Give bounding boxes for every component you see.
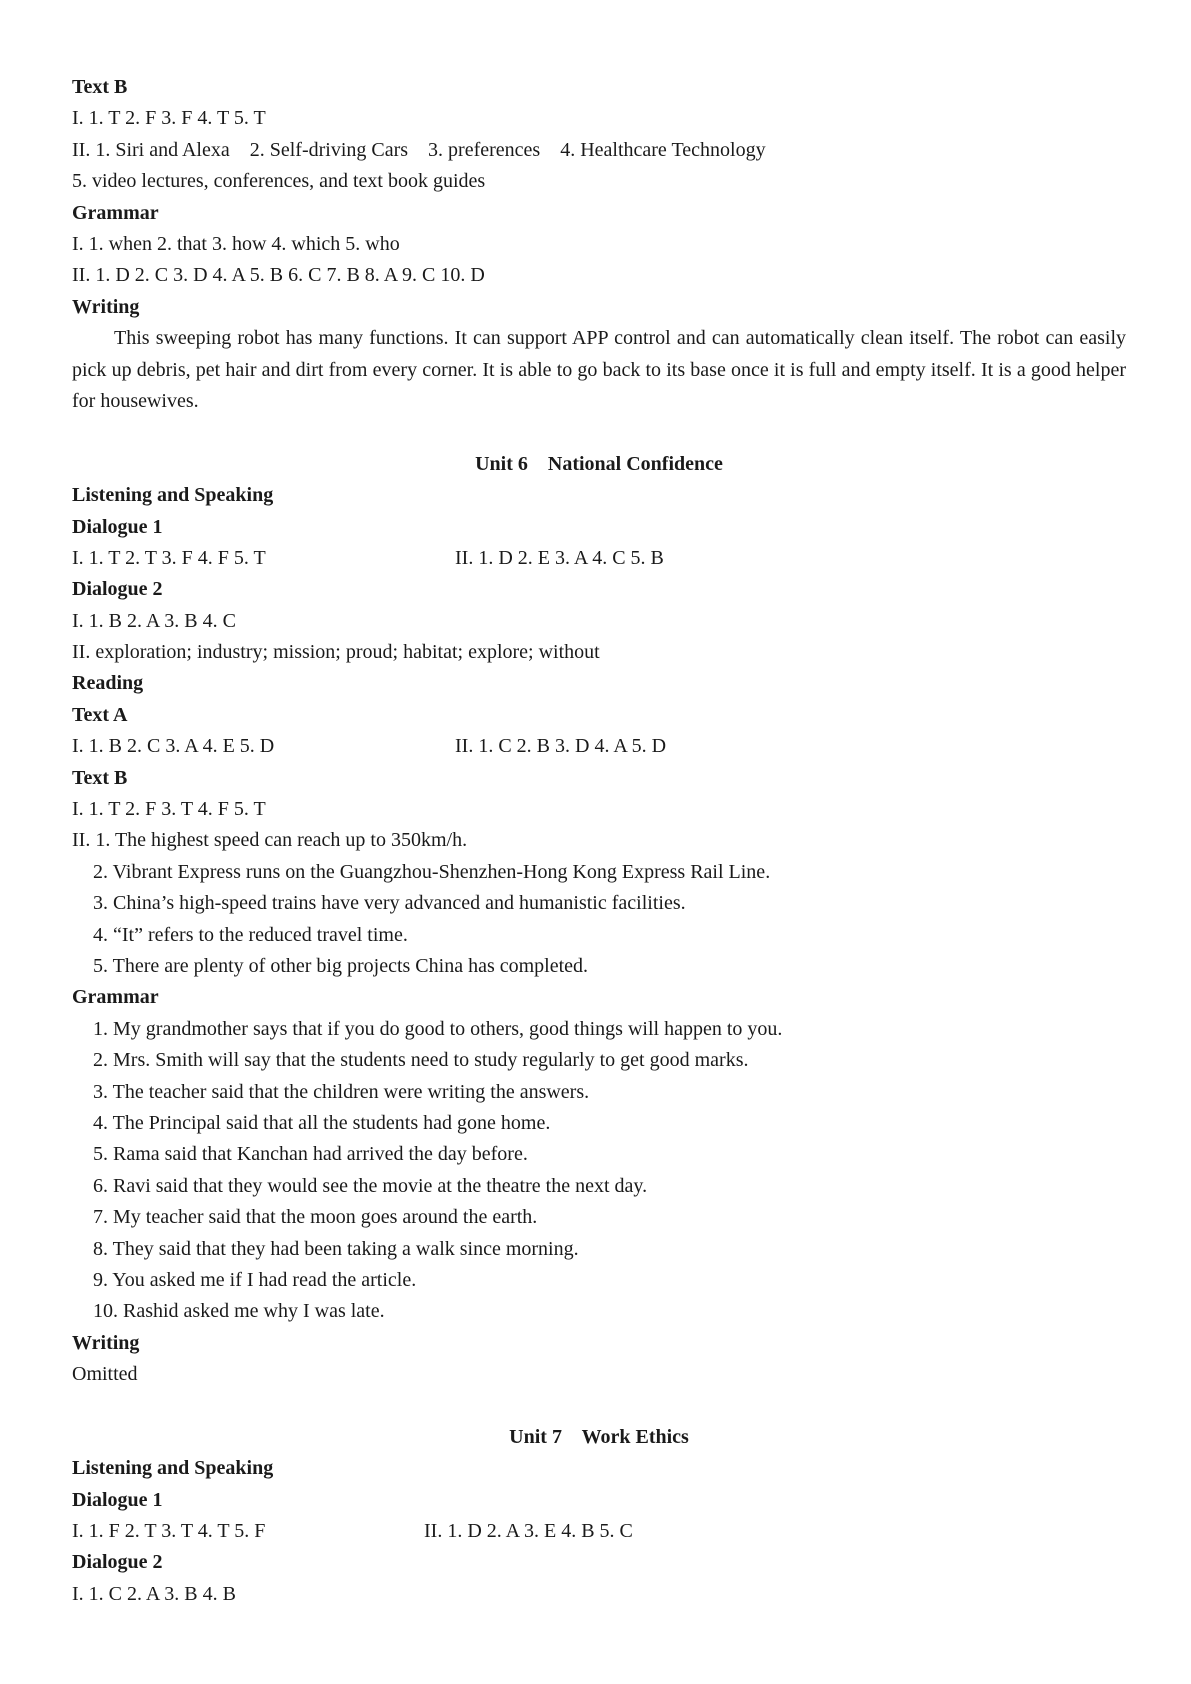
section-heading: Writing xyxy=(72,295,140,318)
answer-line: I. 1. B 2. A 3. B 4. C xyxy=(72,609,236,632)
writing-paragraph: This sweeping robot has many functions. It can support APP control and can automatically clean itself. The robot can easily pick up debris, pet hair and dirt from every corner. It is able to go back to its base once it is full and empty itself. It is a good helper for housewives. xyxy=(72,327,1126,412)
answer-row xyxy=(72,543,1126,574)
answer-line: 2. Vibrant Express runs on the Guangzhou-Shenzhen-Hong Kong Express Rail Line. xyxy=(93,860,771,883)
answer-part: II. 1. D 2. A 3. E 4. B 5. C xyxy=(424,1520,633,1543)
spacer xyxy=(72,1390,1126,1421)
unit-title: Unit 6 National Confidence xyxy=(475,452,723,475)
answer-part: II. 1. D 2. E 3. A 4. C 5. B xyxy=(455,546,664,569)
section-heading: Writing xyxy=(72,1331,140,1354)
answer-line: 3. The teacher said that the children were writing the answers. xyxy=(93,1080,590,1103)
answer-line: II. 1. D 2. C 3. D 4. A 5. B 6. C 7. B 8. A 9. C 10. D xyxy=(72,264,485,287)
spacer xyxy=(72,417,1126,448)
answer-row xyxy=(72,731,1126,762)
answer-line: I. 1. T 2. F 3. T 4. F 5. T xyxy=(72,798,266,821)
answer-line: I. 1. C 2. A 3. B 4. B xyxy=(72,1582,236,1605)
section-heading: Dialogue 1 xyxy=(72,515,163,538)
answer-line: 1. My grandmother says that if you do good to others, good things will happen to you. xyxy=(93,1017,783,1040)
answer-line: I. 1. T 2. F 3. F 4. T 5. T xyxy=(72,107,266,130)
section-heading: Dialogue 2 xyxy=(72,1551,163,1574)
answer-row xyxy=(72,1516,1126,1547)
answer-part: I. 1. T 2. T 3. F 4. F 5. T xyxy=(72,546,266,569)
answer-line: 9. You asked me if I had read the article. xyxy=(93,1268,417,1291)
section-heading: Grammar xyxy=(72,986,159,1009)
section-heading: Text B xyxy=(72,76,128,98)
answer-line: II. 1. The highest speed can reach up to 350km/h. xyxy=(72,829,468,852)
unit-title: Unit 7 Work Ethics xyxy=(509,1425,689,1448)
page-content xyxy=(72,72,1126,1610)
answer-part: I. 1. F 2. T 3. T 4. T 5. F xyxy=(72,1520,266,1543)
answer-line: 10. Rashid asked me why I was late. xyxy=(93,1300,385,1323)
section-heading: Grammar xyxy=(72,201,159,224)
answer-line: II. exploration; industry; mission; proud; habitat; explore; without xyxy=(72,641,600,664)
answer-line: 7. My teacher said that the moon goes around the earth. xyxy=(93,1206,538,1229)
answer-line: II. 1. Siri and Alexa 2. Self-driving Cars 3. preferences 4. Healthcare Technology xyxy=(72,138,766,161)
answer-line: Omitted xyxy=(72,1363,138,1386)
section-heading: Dialogue 1 xyxy=(72,1488,163,1511)
section-heading: Reading xyxy=(72,672,144,695)
section-heading: Dialogue 2 xyxy=(72,578,163,601)
answer-line: 5. video lectures, conferences, and text book guides xyxy=(72,170,486,193)
answer-line: 4. The Principal said that all the students had gone home. xyxy=(93,1111,551,1134)
answer-line: 8. They said that they had been taking a walk since morning. xyxy=(93,1237,579,1260)
answer-line: 5. There are plenty of other big projects China has completed. xyxy=(93,954,589,977)
section-heading: Listening and Speaking xyxy=(72,484,274,507)
answer-line: 4. “It” refers to the reduced travel time. xyxy=(93,923,408,946)
answer-line: 5. Rama said that Kanchan had arrived the day before. xyxy=(93,1143,528,1166)
answer-part: II. 1. C 2. B 3. D 4. A 5. D xyxy=(455,735,667,758)
section-heading: Listening and Speaking xyxy=(72,1457,274,1480)
section-heading: Text B xyxy=(72,766,128,789)
section-heading: Text A xyxy=(72,703,128,726)
answer-line: 3. China’s high-speed trains have very advanced and humanistic facilities. xyxy=(93,892,686,915)
answer-part: I. 1. B 2. C 3. A 4. E 5. D xyxy=(72,735,275,758)
answer-line: I. 1. when 2. that 3. how 4. which 5. who xyxy=(72,232,400,255)
answer-line: 2. Mrs. Smith will say that the students need to study regularly to get good marks. xyxy=(93,1049,749,1072)
answer-line: 6. Ravi said that they would see the movie at the theatre the next day. xyxy=(93,1174,648,1197)
